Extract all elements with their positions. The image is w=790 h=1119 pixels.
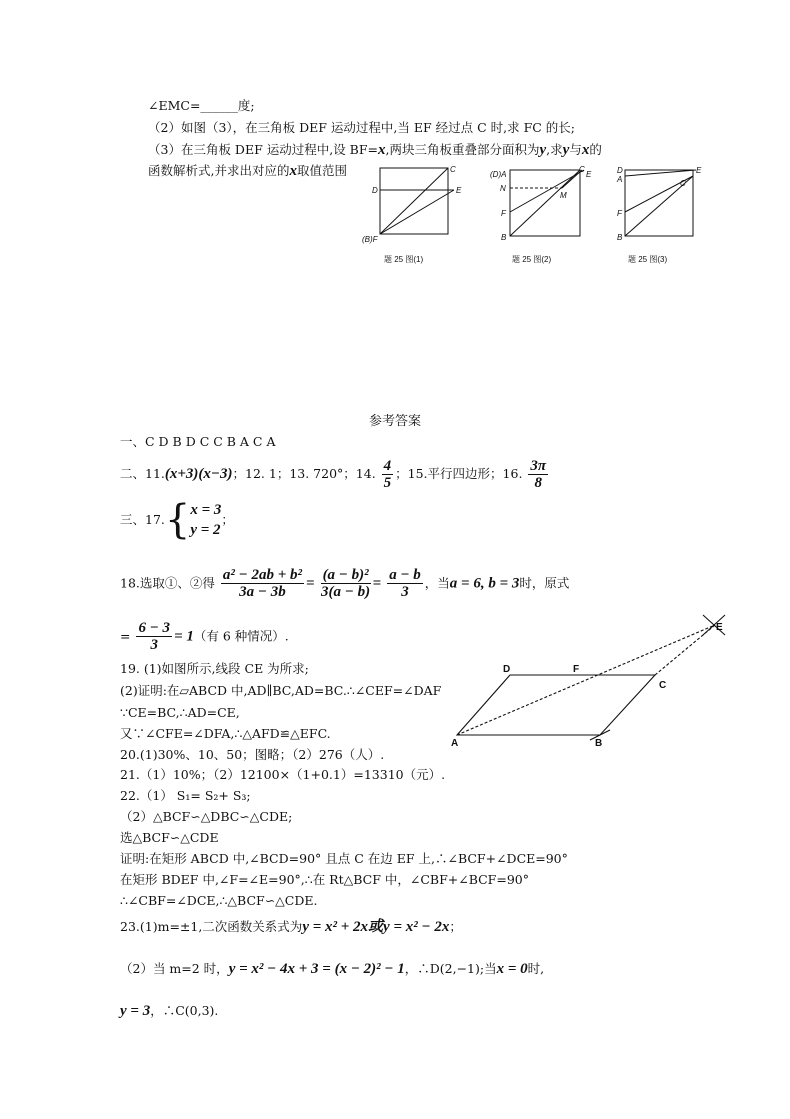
pt-f: F [573, 664, 580, 675]
f2-label-da: (D)A [490, 170, 507, 179]
pt-b: B [595, 738, 603, 749]
q22-line3: 选△BCF∽△CDE [120, 830, 219, 845]
q19-line1: 19. (1)如图所示,线段 CE 为所求; [120, 661, 309, 676]
f1-label-d: D [372, 186, 378, 195]
q21: 21.（1）10%；（2）12100×（1+0.1）=13310（元）. [120, 767, 446, 782]
mc-answers: 一、C D B D C C B A C A [120, 434, 276, 449]
f3-label-e: E [696, 166, 702, 175]
fig1 [380, 168, 454, 234]
p25-line4: 函数解析式,并求出对应的x取值范围 [148, 163, 347, 179]
q20: 20.(1)30%、10、50；图略；（2）276（人）. [120, 747, 385, 762]
q23-line2: （2）当 m=2 时，y = x² − 4x + 3 = (x − 2)² − 1，∴D(2,−1);当x = 0时, [120, 961, 545, 977]
pt-d: D [503, 664, 511, 675]
pt-c: C [659, 680, 667, 691]
fig2-caption: 题 25 图(2) [512, 255, 552, 264]
f3-label-a: A [617, 175, 623, 184]
q23-line3: y = 3，∴C(0,3). [120, 1003, 219, 1019]
f2-label-b: B [501, 233, 507, 242]
problem25-figures [360, 160, 710, 270]
f3-label-b: B [617, 233, 623, 242]
p25-line1: ∠EMC=______度; [148, 98, 255, 113]
q17: 三、17.{ x = 3 y = 2 ； [120, 497, 234, 543]
q18-line2: = $\frac{6 - 3}{3}$ = 1（有 6 种情况）. [120, 620, 289, 653]
q18-line1: 18.选取①、②得 $\frac{\text{a² − 2ab + b²}}{3a - 3b}$ = $\frac{\text{(a − b)²}}{3(a - b)}$ = $\frac{a - b}{3}$ ，当a = 6, b = 3时，原式 [120, 567, 570, 600]
f2-label-f: F [501, 209, 506, 218]
parallelogram-figure [445, 610, 735, 755]
f2-label-m: M [560, 191, 567, 200]
q19-line4: 又∵∠CFE=∠DFA,∴△AFD≌△EFC. [120, 726, 331, 741]
q19-line3: ∵CE=BC,∴AD=CE, [120, 705, 240, 720]
q19-line2: (2)证明:在▱ABCD 中,AD∥BC,AD=BC.∴∠CEF=∠DAF [120, 683, 442, 698]
pt-e: E [716, 622, 723, 633]
f3-label-d: D [617, 166, 623, 175]
f2-label-c: C [579, 165, 585, 174]
q22-line1: 22.（1） S₁= S₂+ S₃; [120, 788, 251, 803]
f1-label-e: E [456, 186, 462, 195]
fill-answers: 二、11.(x+3)(x−3)；12. 1；13. 720°；14. $\frac{4}{5}$ ；15.平行四边形；16. $\frac{3\pi}{8}$ [120, 458, 547, 491]
f1-label-c: C [450, 165, 456, 174]
fig3-caption: 题 25 图(3) [628, 255, 668, 264]
f2-label-e: E [586, 170, 592, 179]
answers-title: 参考答案 [368, 414, 421, 429]
f1-label-bf: (B)F [362, 235, 378, 244]
pt-a: A [451, 738, 459, 749]
f3-label-c: C [680, 179, 686, 188]
f3-label-f: F [617, 209, 622, 218]
q22-line6: ∴∠CBF=∠DCE,∴△BCF∽△CDE. [120, 893, 318, 908]
f2-label-n: N [500, 184, 506, 193]
q23-line1: 23.(1)m=±1,二次函数关系式为y = x² + 2x或y = x² − 2x； [120, 919, 462, 935]
q22-line2: （2）△BCF∽△DBC∽△CDE; [120, 809, 293, 824]
q22-line5: 在矩形 BDEF 中,∠F=∠E=90°,∴在 Rt△BCF 中，∠CBF+∠BCF=90° [120, 872, 529, 887]
p25-line3: （3）在三角板 DEF 运动过程中,设 BF=x,两块三角板重叠部分面积为y,求y与x的 [148, 142, 602, 158]
p25-line2: （2）如图（3），在三角板 DEF 运动过程中,当 EF 经过点 C 时,求 FC 的长; [148, 120, 576, 135]
fig1-caption: 题 25 图(1) [384, 255, 424, 264]
fig2 [510, 170, 584, 236]
q22-line4: 证明:在矩形 ABCD 中,∠BCD=90° 且点 C 在边 EF 上,∴∠BCF+∠DCE=90° [120, 851, 568, 866]
